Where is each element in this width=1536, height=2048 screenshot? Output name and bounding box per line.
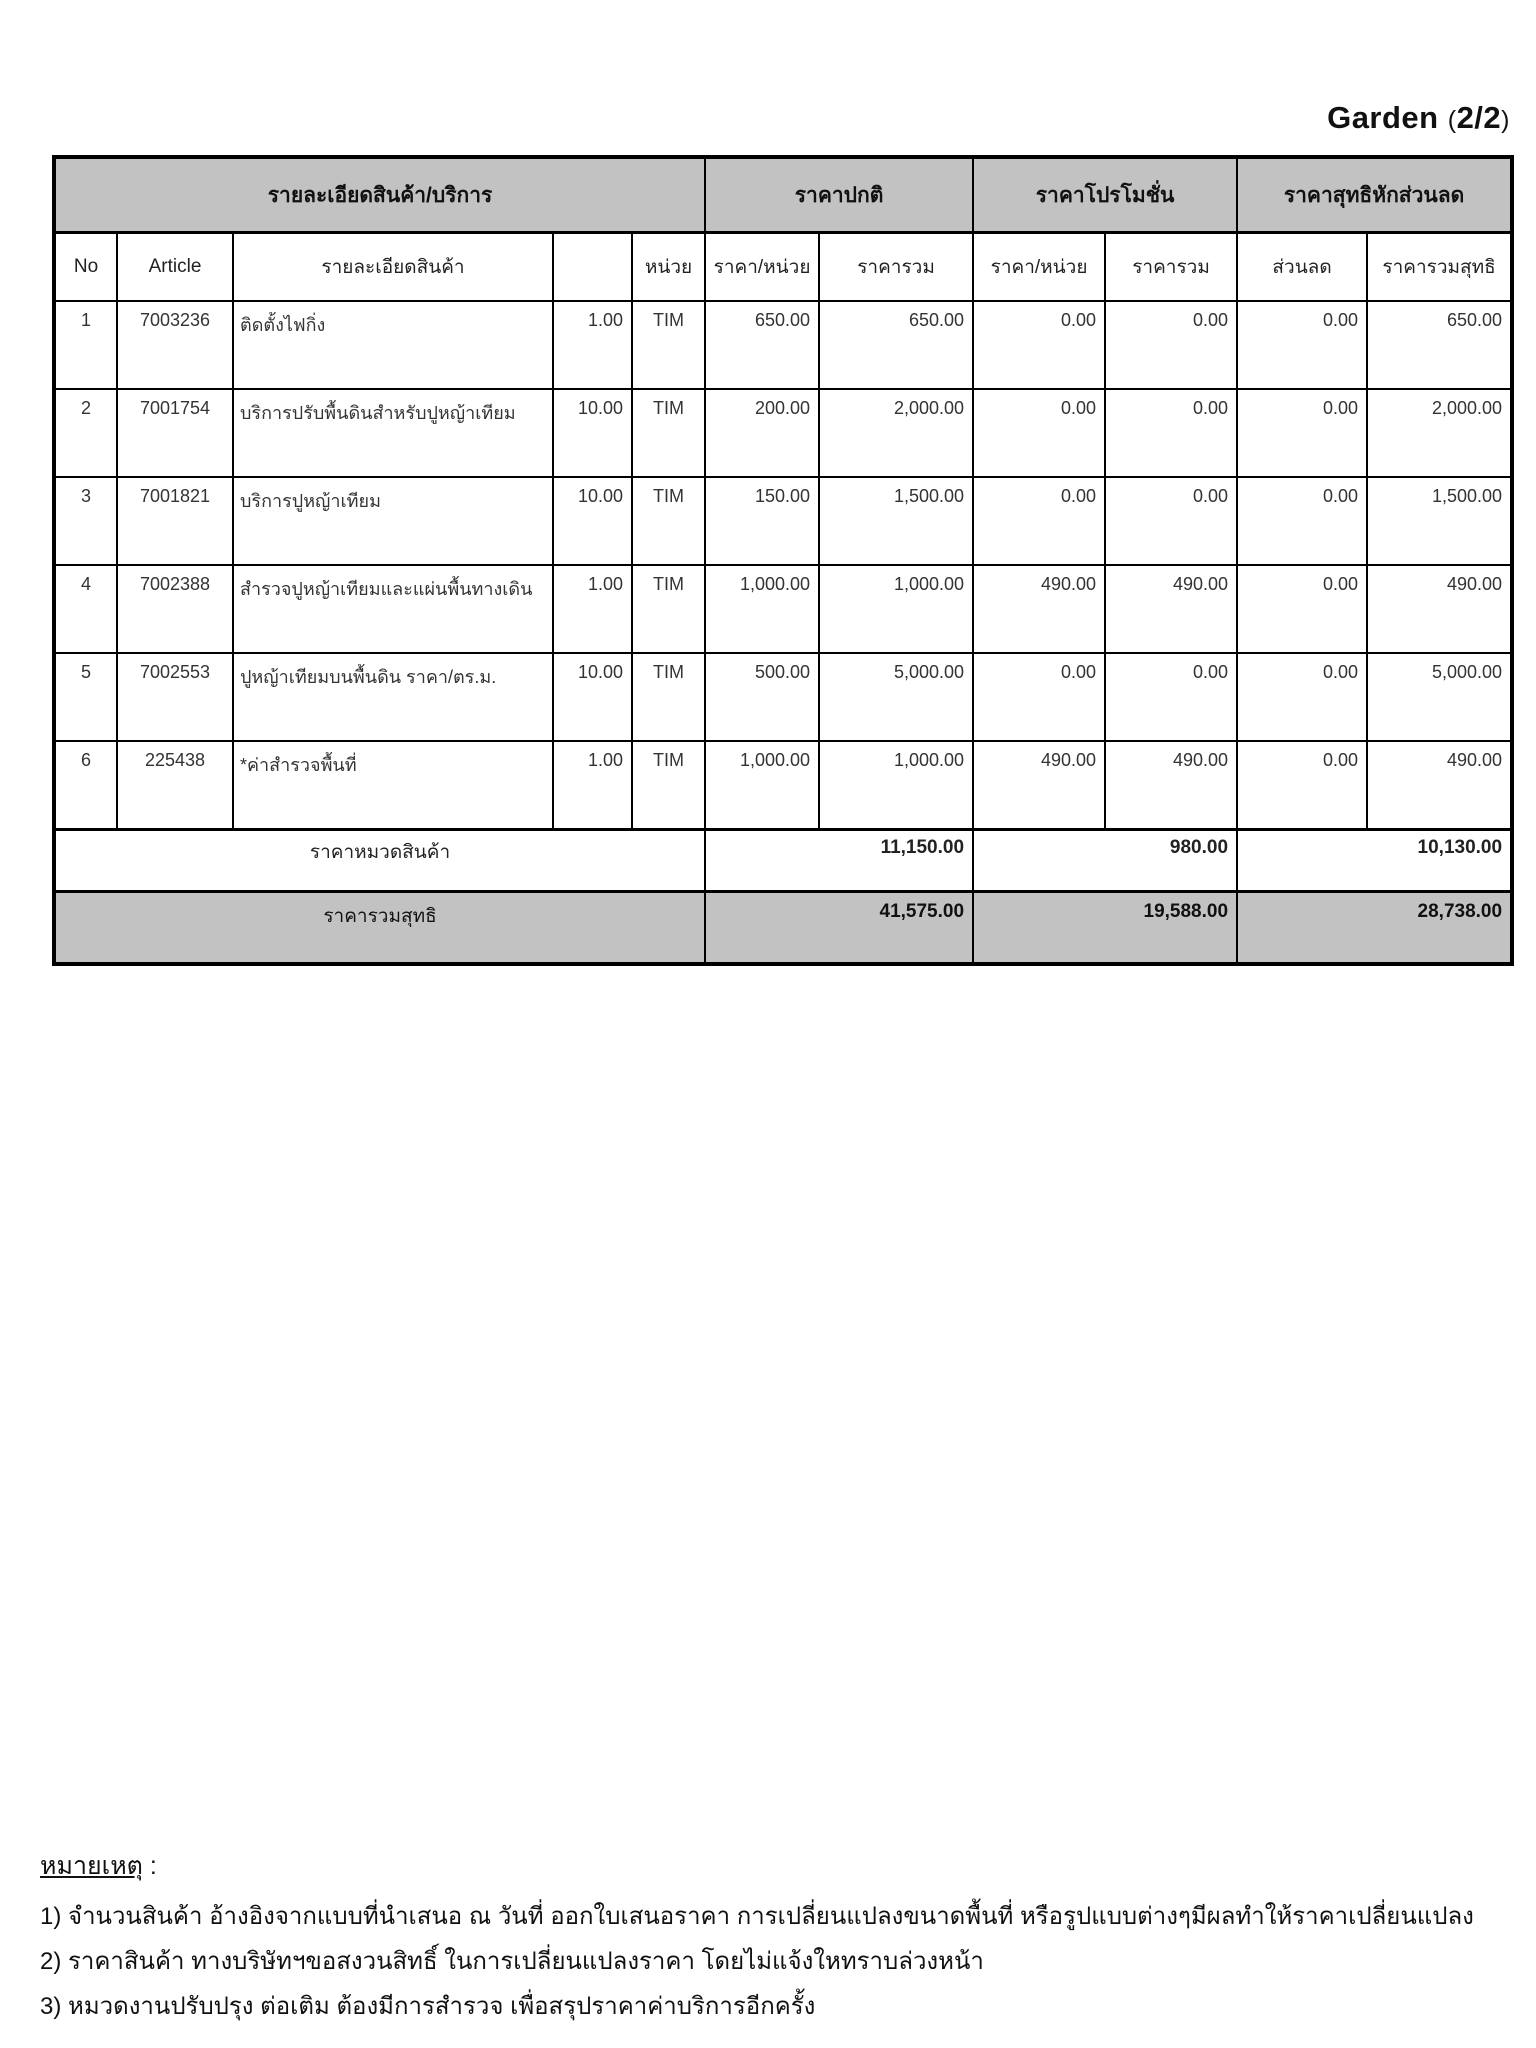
cell-net: 2,000.00 [1367, 389, 1512, 477]
page-number-close-paren: ) [1501, 106, 1510, 134]
category-total-normal: 11,150.00 [705, 830, 973, 892]
col-header-promo-total: ราคารวม [1105, 233, 1237, 302]
cell-promo-total: 490.00 [1105, 565, 1237, 653]
cell-qty: 10.00 [553, 477, 632, 565]
cell-no: 2 [54, 389, 117, 477]
cell-price-total: 1,000.00 [819, 565, 973, 653]
table-row [54, 389, 1512, 477]
col-header-qty [553, 233, 632, 302]
col-header-promo-unit: ราคา/หน่วย [973, 233, 1105, 302]
col-header-net-total: ราคารวมสุทธิ [1367, 233, 1512, 302]
col-header-price-total: ราคารวม [819, 233, 973, 302]
cell-article: 7003236 [117, 301, 233, 389]
cell-discount: 0.00 [1237, 565, 1367, 653]
category-total-row [54, 830, 1512, 892]
page-title-text: Garden [1327, 100, 1439, 135]
cell-desc: *ค่าสำรวจพื้นที่ [233, 741, 553, 830]
cell-article: 7001754 [117, 389, 233, 477]
table-row [54, 653, 1512, 741]
cell-promo-total: 0.00 [1105, 653, 1237, 741]
cell-qty: 10.00 [553, 653, 632, 741]
note-line-2: 2) ราคาสินค้า ทางบริษัทฯขอสงวนสิทธิ์ ในการเปลี่ยนแปลงราคา โดยไม่แจ้งใหทราบล่วงหน้า [40, 1948, 984, 1975]
cell-price-unit: 200.00 [705, 389, 819, 477]
table-column-header-row [54, 233, 1512, 302]
cell-price-unit: 150.00 [705, 477, 819, 565]
cell-article: 225438 [117, 741, 233, 830]
cell-desc: สำรวจปูหญ้าเทียมและแผ่นพื้นทางเดิน [233, 565, 553, 653]
cell-price-total: 1,000.00 [819, 741, 973, 830]
cell-price-total: 5,000.00 [819, 653, 973, 741]
cell-no: 3 [54, 477, 117, 565]
cell-price-total: 650.00 [819, 301, 973, 389]
cell-price-total: 2,000.00 [819, 389, 973, 477]
cell-no: 4 [54, 565, 117, 653]
cell-promo-unit: 490.00 [973, 741, 1105, 830]
table-group-header-row [54, 157, 1512, 233]
quotation-table [52, 155, 1514, 966]
cell-unit: TIM [632, 741, 705, 830]
cell-discount: 0.00 [1237, 741, 1367, 830]
cell-discount: 0.00 [1237, 389, 1367, 477]
cell-promo-unit: 0.00 [973, 477, 1105, 565]
cell-desc: ปูหญ้าเทียมบนพื้นดิน ราคา/ตร.ม. [233, 653, 553, 741]
table-row [54, 301, 1512, 389]
cell-price-total: 1,500.00 [819, 477, 973, 565]
cell-net: 1,500.00 [1367, 477, 1512, 565]
col-header-price-unit: ราคา/หน่วย [705, 233, 819, 302]
cell-promo-unit: 0.00 [973, 653, 1105, 741]
cell-price-unit: 500.00 [705, 653, 819, 741]
cell-promo-unit: 0.00 [973, 301, 1105, 389]
group-header-products: รายละเอียดสินค้า/บริการ [54, 157, 705, 233]
group-header-net-price: ราคาสุทธิหักส่วนลด [1237, 157, 1512, 233]
col-header-article: Article [117, 233, 233, 302]
cell-price-unit: 1,000.00 [705, 741, 819, 830]
cell-unit: TIM [632, 477, 705, 565]
notes-heading-colon: : [142, 1852, 157, 1880]
col-header-unit: หน่วย [632, 233, 705, 302]
category-total-label: ราคาหมวดสินค้า [54, 830, 705, 892]
table-row [54, 741, 1512, 830]
table-row [54, 477, 1512, 565]
notes-heading-text: หมายเหตุ [40, 1852, 143, 1880]
cell-article: 7002553 [117, 653, 233, 741]
cell-desc: ติดตั้งไฟกิ่ง [233, 301, 553, 389]
cell-qty: 1.00 [553, 741, 632, 830]
cell-unit: TIM [632, 389, 705, 477]
col-header-discount: ส่วนลด [1237, 233, 1367, 302]
cell-promo-unit: 0.00 [973, 389, 1105, 477]
notes-heading [40, 1846, 1500, 1886]
table-row [54, 565, 1512, 653]
grand-total-net: 28,738.00 [1237, 892, 1512, 965]
cell-discount: 0.00 [1237, 301, 1367, 389]
cell-discount: 0.00 [1237, 477, 1367, 565]
cell-unit: TIM [632, 565, 705, 653]
col-header-no: No [54, 233, 117, 302]
cell-desc: บริการปูหญ้าเทียม [233, 477, 553, 565]
cell-promo-total: 0.00 [1105, 301, 1237, 389]
note-line-3: 3) หมวดงานปรับปรุง ต่อเติม ต้องมีการสำรวจ เพื่อสรุปราคาค่าบริการอีกครั้ง [40, 1993, 816, 2020]
grand-total-label: ราคารวมสุทธิ [54, 892, 705, 965]
cell-qty: 10.00 [553, 389, 632, 477]
grand-total-row [54, 892, 1512, 965]
category-total-net: 10,130.00 [1237, 830, 1512, 892]
cell-net: 650.00 [1367, 301, 1512, 389]
grand-total-promo: 19,588.00 [973, 892, 1237, 965]
cell-price-unit: 650.00 [705, 301, 819, 389]
group-header-promo-price: ราคาโปรโมชั่น [973, 157, 1237, 233]
group-header-normal-price: ราคาปกติ [705, 157, 973, 233]
cell-net: 5,000.00 [1367, 653, 1512, 741]
cell-discount: 0.00 [1237, 653, 1367, 741]
cell-unit: TIM [632, 301, 705, 389]
notes-section [40, 1846, 1500, 2029]
cell-qty: 1.00 [553, 301, 632, 389]
page-number: 2/2 [1456, 100, 1502, 135]
cell-desc: บริการปรับพื้นดินสำหรับปูหญ้าเทียม [233, 389, 553, 477]
cell-qty: 1.00 [553, 565, 632, 653]
cell-price-unit: 1,000.00 [705, 565, 819, 653]
note-line-1: 1) จำนวนสินค้า อ้างอิงจากแบบที่นำเสนอ ณ วันที่ ออกใบเสนอราคา การเปลี่ยนแปลงขนาดพื้นที่ หรือรูปแบบต่างๆมีผลทำให้ราคาเปลี่ยนแปลง [40, 1903, 1474, 1930]
cell-unit: TIM [632, 653, 705, 741]
cell-promo-unit: 490.00 [973, 565, 1105, 653]
cell-promo-total: 0.00 [1105, 389, 1237, 477]
grand-total-normal: 41,575.00 [705, 892, 973, 965]
cell-no: 6 [54, 741, 117, 830]
page-title [1327, 100, 1510, 136]
cell-net: 490.00 [1367, 741, 1512, 830]
cell-no: 1 [54, 301, 117, 389]
cell-promo-total: 490.00 [1105, 741, 1237, 830]
page-number-open-paren: ( [1447, 106, 1457, 134]
cell-promo-total: 0.00 [1105, 477, 1237, 565]
cell-article: 7002388 [117, 565, 233, 653]
col-header-desc: รายละเอียดสินค้า [233, 233, 553, 302]
cell-no: 5 [54, 653, 117, 741]
category-total-promo: 980.00 [973, 830, 1237, 892]
cell-net: 490.00 [1367, 565, 1512, 653]
cell-article: 7001821 [117, 477, 233, 565]
